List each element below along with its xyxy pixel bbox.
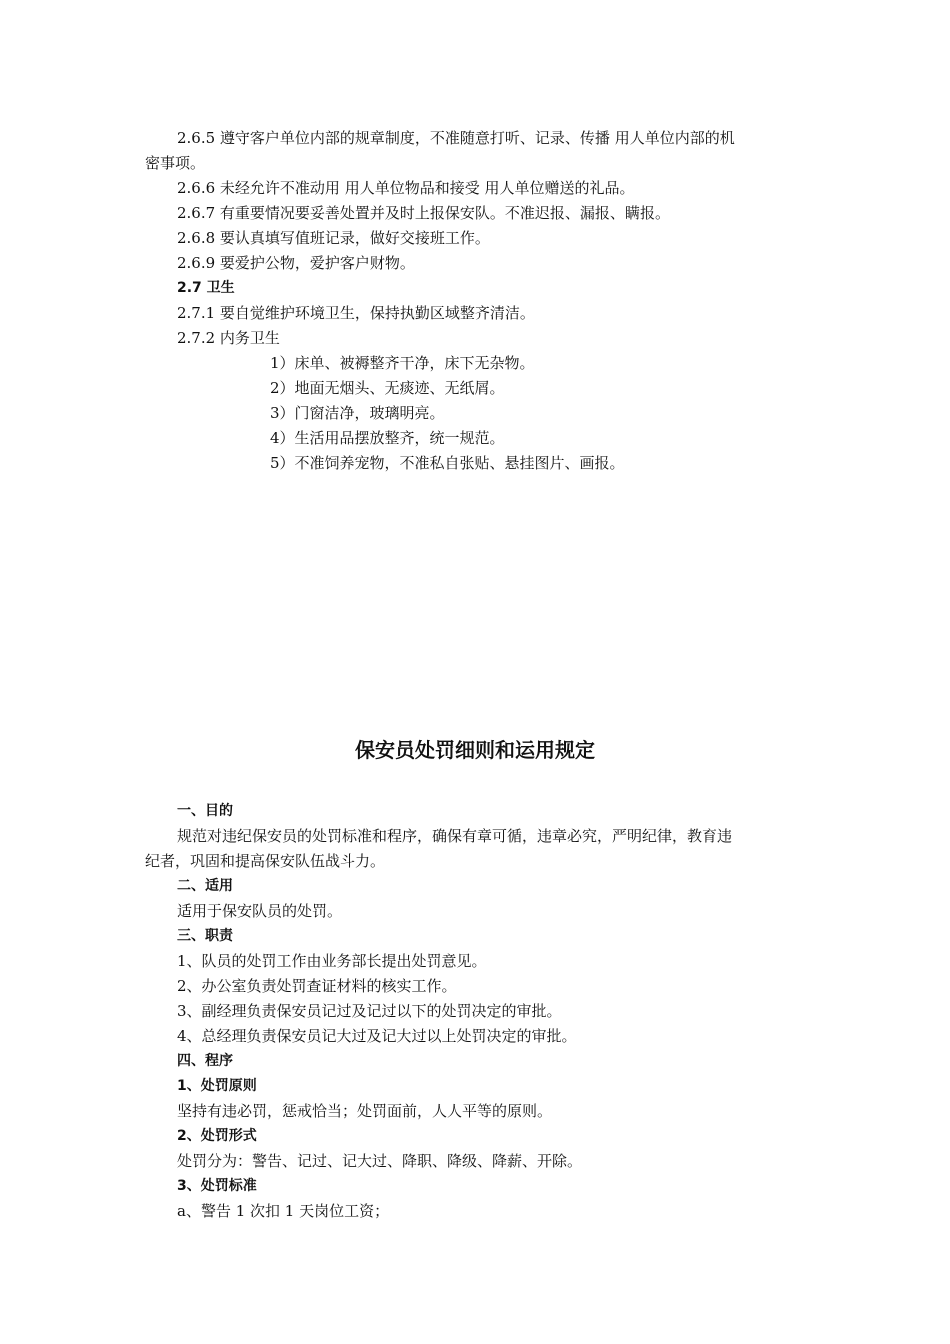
hygiene-item: 1）床单、被褥整齐干净，床下无杂物。 xyxy=(270,354,535,372)
hygiene-item: 2）地面无烟头、无痰迹、无纸屑。 xyxy=(270,379,505,397)
heading-2-7: 2.7 卫生 xyxy=(177,280,235,296)
hygiene-item: 4）生活用品摆放整齐，统一规范。 xyxy=(270,429,505,447)
duty-item: 4、总经理负责保安员记大过及记大过以上处罚决定的审批。 xyxy=(177,1027,577,1045)
purpose-line1: 规范对违纪保安员的处罚标准和程序，确保有章可循，违章必究，严明纪律，教育违 xyxy=(177,827,733,845)
duty-item: 1、队员的处罚工作由业务部长提出处罚意见。 xyxy=(177,952,487,970)
heading-duties: 三、职责 xyxy=(177,928,233,944)
scope-text: 适用于保安队员的处罚。 xyxy=(177,902,343,920)
hygiene-item: 3）门窗洁净，玻璃明亮。 xyxy=(270,404,445,422)
document-title: 保安员处罚细则和运用规定 xyxy=(355,738,595,762)
duty-item: 3、副经理负责保安员记过及记过以下的处罚决定的审批。 xyxy=(177,1002,562,1020)
clause-2-6-5-line1: 2.6.5 遵守客户单位内部的规章制度，不准随意打听、记录、传播 用人单位内部的机 xyxy=(177,129,735,147)
heading-procedure: 四、程序 xyxy=(177,1053,233,1069)
clause-2-7-1: 2.7.1 要自觉维护环境卫生，保持执勤区域整齐清洁。 xyxy=(177,304,535,322)
forms-text: 处罚分为：警告、记过、记大过、降职、降级、降薪、开除。 xyxy=(177,1152,583,1170)
subheading-standard: 3、处罚标准 xyxy=(177,1178,257,1194)
clause-2-6-6: 2.6.6 未经允许不准动用 用人单位物品和接受 用人单位赠送的礼品。 xyxy=(177,179,635,197)
duty-item: 2、办公室负责处罚查证材料的核实工作。 xyxy=(177,977,457,995)
hygiene-item: 5）不准饲养宠物，不准私自张贴、悬挂图片、画报。 xyxy=(270,454,625,472)
purpose-line2: 纪者，巩固和提高保安队伍战斗力。 xyxy=(145,852,386,870)
subheading-forms: 2、处罚形式 xyxy=(177,1128,257,1144)
heading-scope: 二、适用 xyxy=(177,878,233,894)
clause-2-6-7: 2.6.7 有重要情况要妥善处置并及时上报保安队。不准迟报、漏报、瞒报。 xyxy=(177,204,670,222)
standard-item: a、警告 1 次扣 1 天岗位工资； xyxy=(177,1202,390,1220)
heading-purpose: 一、目的 xyxy=(177,803,233,819)
clause-2-6-8: 2.6.8 要认真填写值班记录，做好交接班工作。 xyxy=(177,229,490,247)
clause-2-6-9: 2.6.9 要爱护公物，爱护客户财物。 xyxy=(177,254,415,272)
clause-2-7-2: 2.7.2 内务卫生 xyxy=(177,329,280,347)
clause-2-6-5-line2: 密事项。 xyxy=(145,154,206,172)
subheading-principle: 1、处罚原则 xyxy=(177,1078,257,1094)
principle-text: 坚持有违必罚，惩戒恰当；处罚面前，人人平等的原则。 xyxy=(177,1102,553,1120)
